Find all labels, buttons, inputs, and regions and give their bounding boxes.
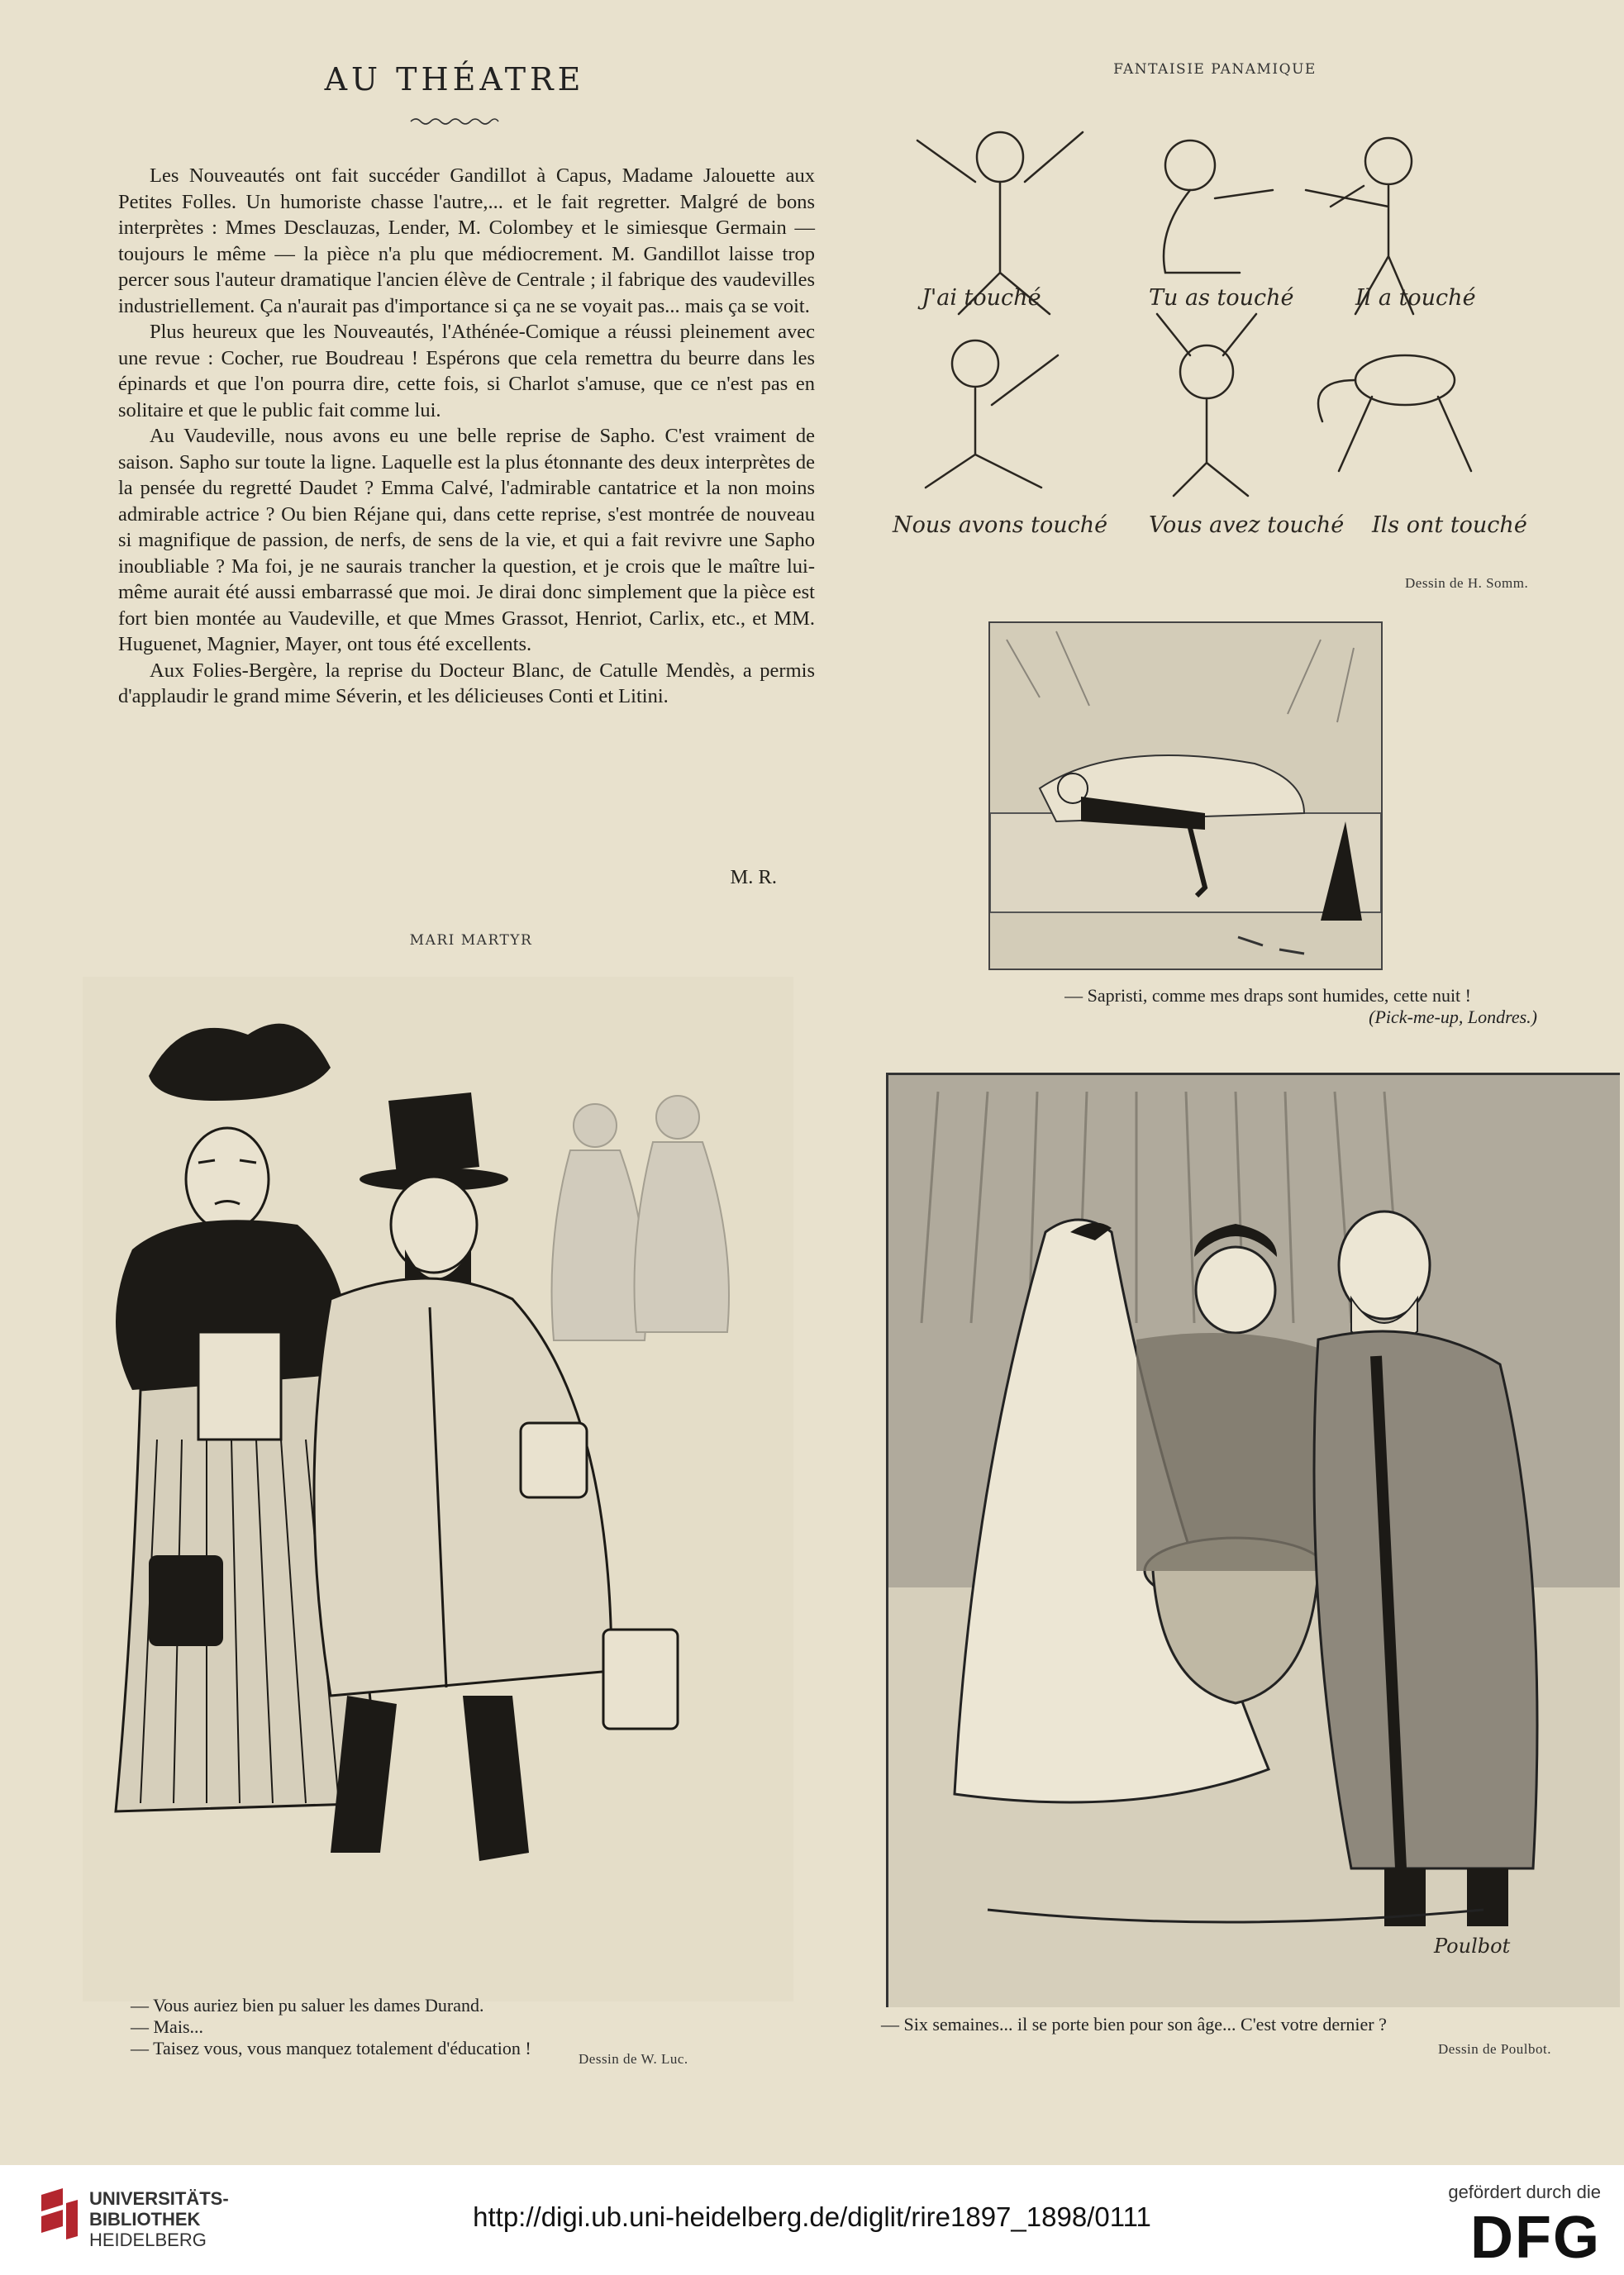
pickmeup-source: (Pick-me-up, Londres.) [1369, 1007, 1537, 1027]
library-name-line: UNIVERSITÄTS- [89, 2188, 229, 2209]
fantaisie-label: Vous avez touché [1149, 512, 1345, 538]
article-signature: M. R. [730, 866, 777, 888]
caption-line: — Mais... [131, 2016, 203, 2037]
library-name-line: HEIDELBERG [89, 2230, 207, 2250]
poulbot-caption: — Six semaines... il se porte bien pour son âge... C'est votre dernier ? [881, 2014, 1387, 2035]
article-paragraph: Au Vaudeville, nous avons eu une belle reprise de Sapho. C'est vraiment de saison. Sapho sur toute la ligne. Laquelle est la plus étonnante des deux interprètes de la pensée du regretté Daudet ? Emma Calvé, l'admirable cantatrice et la non moins admirable actrice ? Ou bien Réjane qui, dans cette reprise, s'est montrée de nouveau si magnifique de passion, de nerfs, de sens de la vie, et qui a fait revivre une Sapho inoubliable ? Ma foi, je ne saurais trancher la question, et je crois que le maître lui-même aurait été aussi embarrassé que moi. Je dirai donc simplement que la pièce est fort bien montée au Vaudeville, et que Mmes Grassot, Henriot, Carlix, etc., et MM. Huguenet, Magnier, Mayer, ont tous été excellents. [118, 425, 815, 655]
poulbot-credit: Dessin de Poulbot. [1438, 2041, 1551, 2057]
mari-martyr-illustration [83, 977, 793, 2001]
caption-line: — Vous auriez bien pu saluer les dames Durand. [131, 1995, 484, 2016]
pickmeup-illustration [988, 621, 1383, 970]
article-title: AU THÉATRE [324, 61, 585, 98]
caption-line: — Taisez vous, vous manquez totalement d'éducation ! [131, 2038, 531, 2058]
fantaisie-illustration [876, 107, 1587, 570]
fantaisie-label: Nous avons touché [893, 512, 1108, 538]
title-ornament [409, 116, 500, 127]
mari-martyr-credit: Dessin de W. Luc. [579, 2051, 688, 2067]
source-url[interactable]: http://digi.ub.uni-heidelberg.de/diglit/rire1897_1898/0111 [473, 2201, 1151, 2232]
digitization-footer [0, 2165, 1624, 2275]
fantaisie-label: Tu as touché [1149, 285, 1294, 311]
library-name-line: BIBLIOTHEK [89, 2209, 201, 2230]
funded-by-label: gefördert durch die [1448, 2182, 1601, 2202]
fantaisie-credit: Dessin de H. Somm. [1405, 575, 1529, 591]
pickmeup-caption: — Sapristi, comme mes draps sont humides, cette nuit ! [1064, 985, 1471, 1006]
article-paragraph: Aux Folies-Bergère, la reprise du Docteur Blanc, de Catulle Mendès, a permis d'applaudir le grand mime Séverin, et les délicieuses Conti et Litini. [118, 659, 815, 707]
fantaisie-label: J'ai touché [922, 285, 1041, 311]
article-body [118, 163, 815, 710]
mari-martyr-caption [131, 1995, 626, 2059]
mari-martyr-title: MARI MARTYR [409, 932, 533, 949]
fantaisie-label: Ils ont touché [1372, 512, 1527, 538]
funder-logo: DFG [1470, 2205, 1601, 2271]
fantaisie-label: Il a touché [1355, 285, 1476, 311]
poulbot-illustration [886, 1073, 1620, 2007]
poulbot-signature: Poulbot [1434, 1935, 1511, 1958]
article-paragraph: Plus heureux que les Nouveautés, l'Athénée-Comique a réussi pleinement avec une revue : Cocher, rue Boudreau ! Espérons que cela remettra du beurre dans les épinards et que l'on pourra dire, cette fois, si Charlot s'amuse, que ce n'est pas en solitaire et que le public fait comme lui. [118, 321, 815, 421]
article-paragraph: Les Nouveautés ont fait succéder Gandillot à Capus, Madame Jalouette aux Petites Folles. Un humoriste chasse l'autre,... et le fait regretter. Malgré de bons interprètes : Mmes Desclauzas, Lender, M. Colombey et le simiesque Germain — toujours le même — la pièce n'a plu que médiocrement. M. Gandillot laisse trop percer sous l'auteur dramatique l'ancien élève de Centrale ; il fabrique des vaudevilles industriellement. Ça n'aurait pas d'importance si ça ne se voyait pas... mais ça se voit. [118, 164, 815, 317]
fantaisie-title: FANTAISIE PANAMIQUE [1113, 61, 1317, 78]
